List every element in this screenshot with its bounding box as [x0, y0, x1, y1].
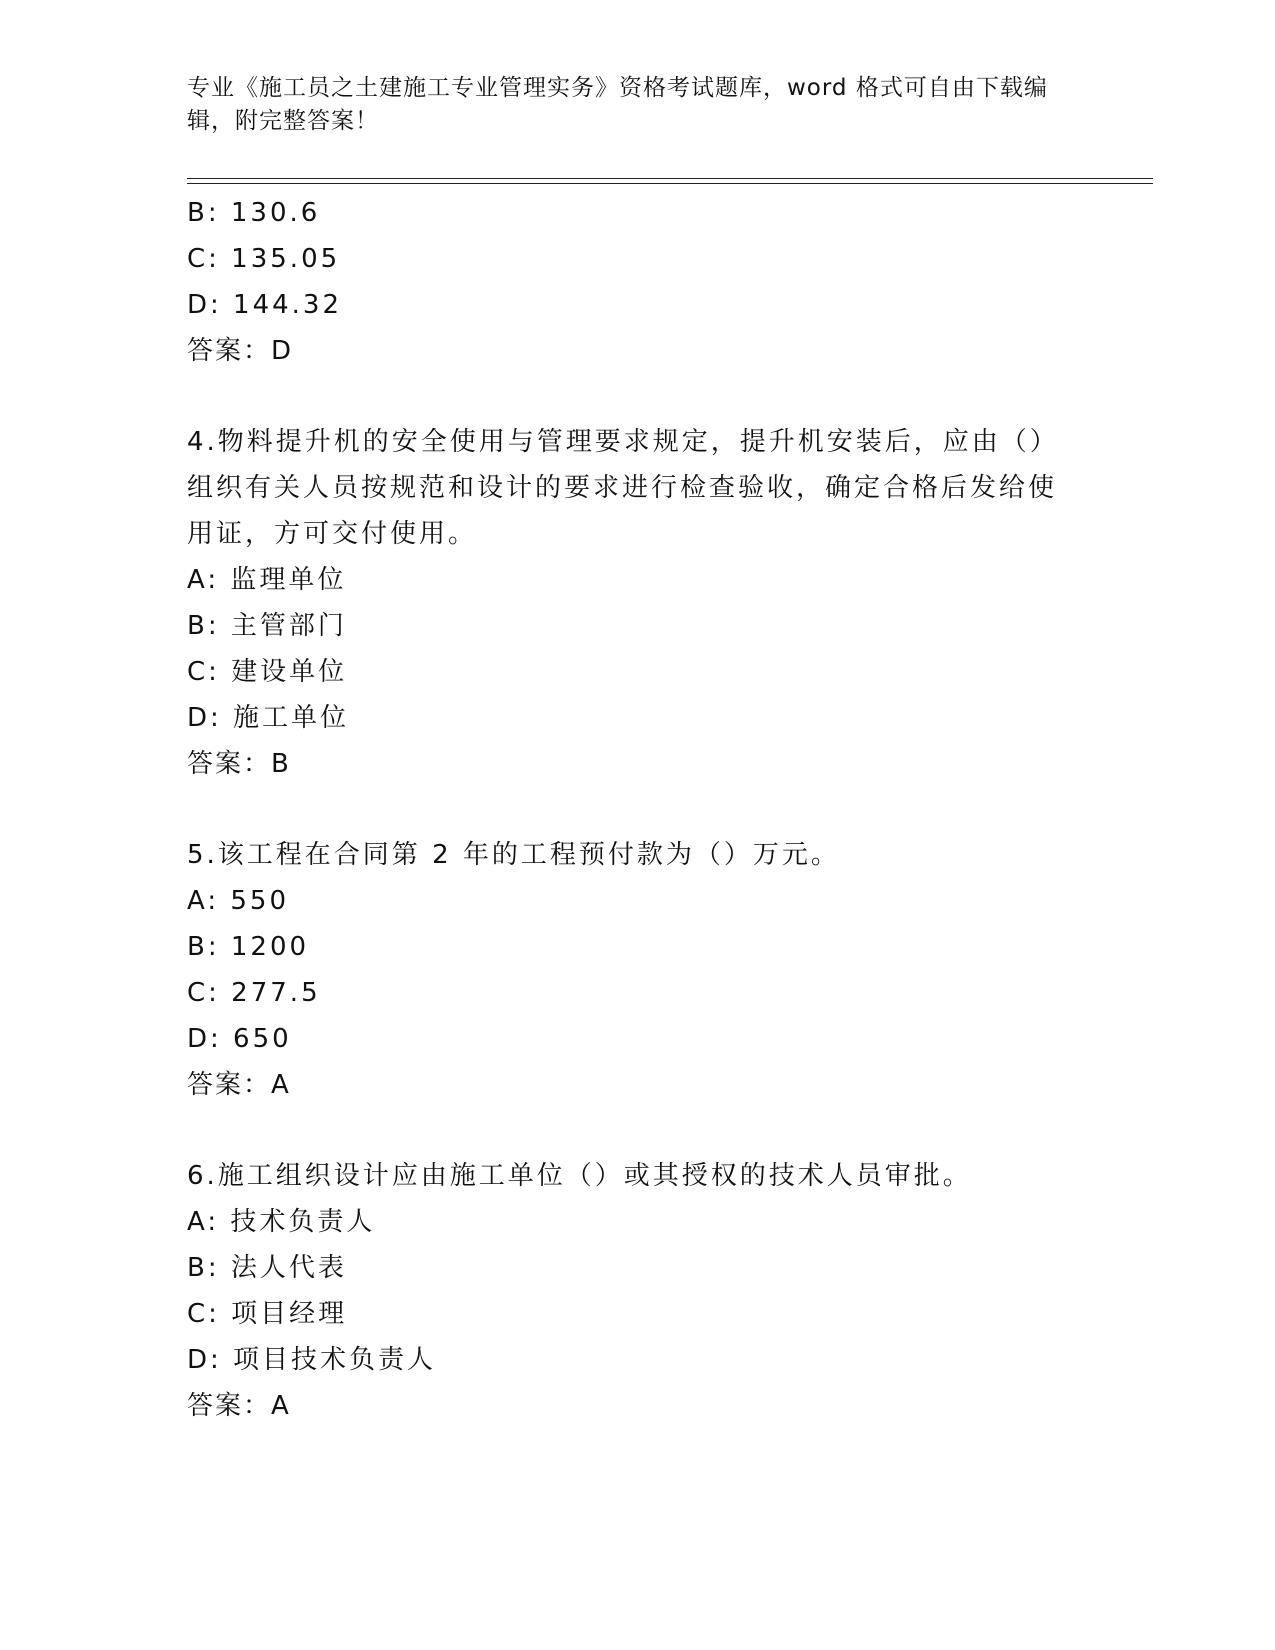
option-a: A: 550	[187, 886, 289, 916]
question-text: 6.施工组织设计应由施工单位（）或其授权的技术人员审批。	[187, 1161, 972, 1191]
option-c: C: 建设单位	[187, 657, 348, 687]
question-block-prev	[187, 190, 1087, 374]
question-block-4	[187, 419, 1087, 787]
header-rule-bottom	[187, 183, 1153, 184]
option-c: C: 项目经理	[187, 1299, 348, 1329]
question-text: 5.该工程在合同第 2 年的工程预付款为（）万元。	[187, 840, 840, 870]
option-b: B: 130.6	[187, 198, 321, 228]
option-b: B: 1200	[187, 932, 310, 962]
option-d: D: 项目技术负责人	[187, 1345, 437, 1375]
question-block-5	[187, 832, 1087, 1108]
answer-line: 答案：B	[187, 749, 291, 779]
option-a: A: 技术负责人	[187, 1207, 376, 1237]
option-b: B: 主管部门	[187, 611, 347, 641]
question-block-6	[187, 1153, 1087, 1429]
option-c: C: 135.05	[187, 244, 341, 274]
option-d: D: 144.32	[187, 290, 343, 320]
header-rule-top	[187, 178, 1153, 179]
option-a: A: 监理单位	[187, 565, 347, 595]
answer-line: 答案：D	[187, 336, 294, 366]
answer-line: 答案：A	[187, 1391, 291, 1421]
answer-line: 答案：A	[187, 1070, 291, 1100]
document-header: 专业《施工员之土建施工专业管理实务》资格考试题库，word 格式可自由下载编辑，附完整答案！	[187, 75, 1048, 134]
question-text: 4.物料提升机的安全使用与管理要求规定，提升机安装后，应由（）组织有关人员按规范和设计的要求进行检查验收，确定合格后发给使用证，方可交付使用。	[187, 427, 1059, 549]
option-d: D: 施工单位	[187, 703, 350, 733]
document-body	[187, 190, 1087, 1429]
option-d: D: 650	[187, 1024, 292, 1054]
option-c: C: 277.5	[187, 978, 321, 1008]
option-b: B: 法人代表	[187, 1253, 347, 1283]
